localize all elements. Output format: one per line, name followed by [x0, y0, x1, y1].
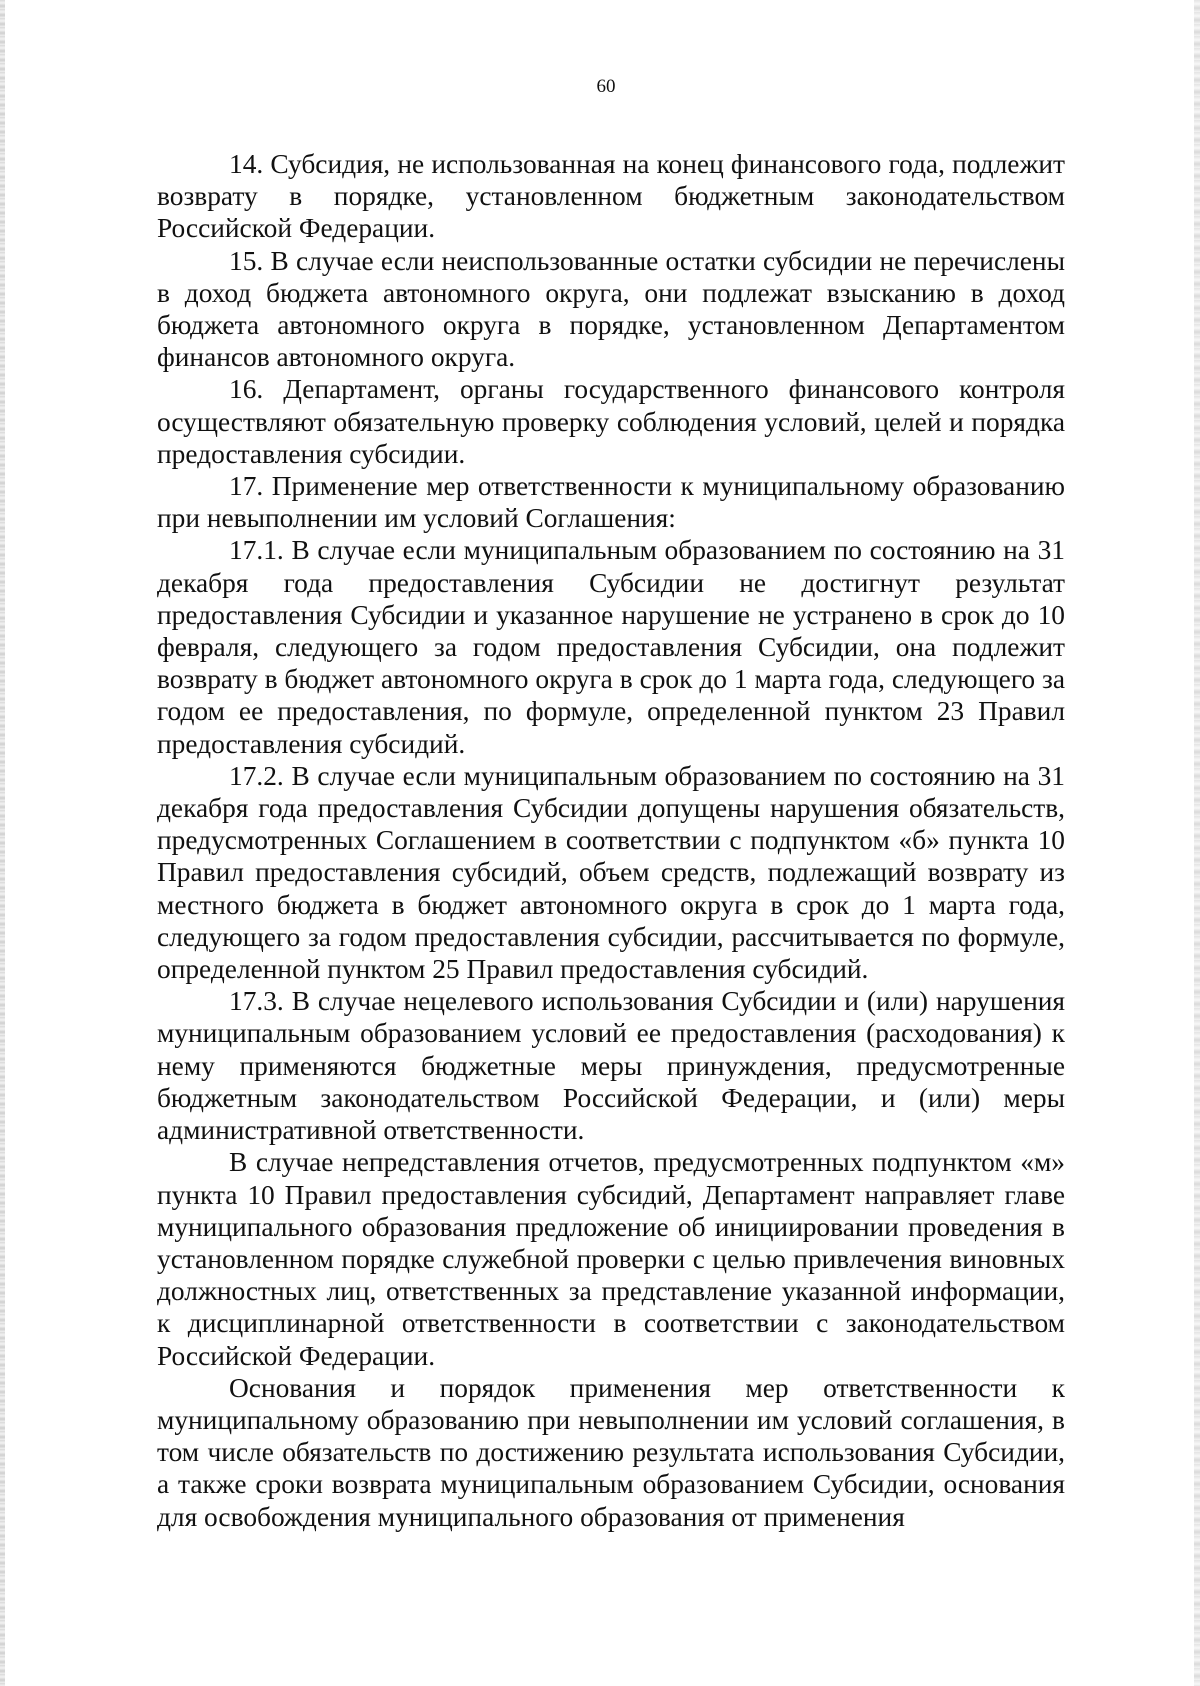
scan-edge-right — [1194, 0, 1200, 1686]
scan-edge-left — [0, 0, 5, 1686]
page-number: 60 — [596, 76, 616, 97]
paragraph-16: 16. Департамент, органы государственного финансового контроля осуществляют обязательную проверку соблюдения условий, целей и порядка предоставления субсидии. — [157, 374, 1065, 469]
paragraph-17-2: 17.2. В случае если муниципальным образованием по состоянию на 31 декабря года предоставления Субсидии допущены нарушения обязательств, предусмотренных Соглашением в соответствии с подпунктом «б» пункта 10 Правил предоставления субсидий, объем средств, подлежащий возврату из местного бюджета в бюджет автономного округа в срок до 1 марта года, следующего за годом предоставления субсидии, рассчитывается по формуле, определенной пунктом 25 Правил предоставления субсидий. — [157, 760, 1065, 985]
paragraph-grounds: Основания и порядок применения мер ответственности к муниципальному образованию при невыполнении им условий соглашения, в том числе обязательств по достижению результата использования Субсидии, а также сроки возврата муниципальным образованием Субсидии, основания для освобождения муниципального образования от применения — [157, 1372, 1065, 1532]
paragraph-17: 17. Применение мер ответственности к муниципальному образованию при невыполнении им условий Соглашения: — [157, 471, 1065, 534]
document-body — [157, 148, 1065, 1533]
paragraph-17-1: 17.1. В случае если муниципальным образованием по состоянию на 31 декабря года предоставления Субсидии не достигнут результат предоставления Субсидии и указанное нарушение не устранено в срок до 10 февраля, следующего за годом предоставления Субсидии, она подлежит возврату в бюджет автономного округа в срок до 1 марта года, следующего за годом ее предоставления, по формуле, определенной пунктом 23 Правил предоставления субсидий. — [157, 535, 1065, 759]
paragraph-reports: В случае непредставления отчетов, предусмотренных подпунктом «м» пункта 10 Правил предоставления субсидий, Департамент направляет главе муниципального образования предложение об инициировании проведения в установленном порядке служебной проверки с целью привлечения виновных должностных лиц, ответственных за представление указанной информации, к дисциплинарной ответственности в соответствии с законодательством Российской Федерации. — [157, 1147, 1065, 1371]
paragraph-15: 15. В случае если неиспользованные остатки субсидии не перечислены в доход бюджета автономного округа, они подлежат взысканию в доход бюджета автономного округа в порядке, установленном Департаментом финансов автономного округа. — [157, 245, 1065, 373]
paragraph-14: 14. Субсидия, не использованная на конец финансового года, подлежит возврату в порядке, установленном бюджетным законодательством Российской Федерации. — [157, 149, 1065, 244]
paragraph-17-3: 17.3. В случае нецелевого использования Субсидии и (или) нарушения муниципальным образованием условий ее предоставления (расходования) к нему применяются бюджетные меры принуждения, предусмотренные бюджетным законодательством Российской Федерации, и (или) меры административной ответственности. — [157, 986, 1065, 1146]
